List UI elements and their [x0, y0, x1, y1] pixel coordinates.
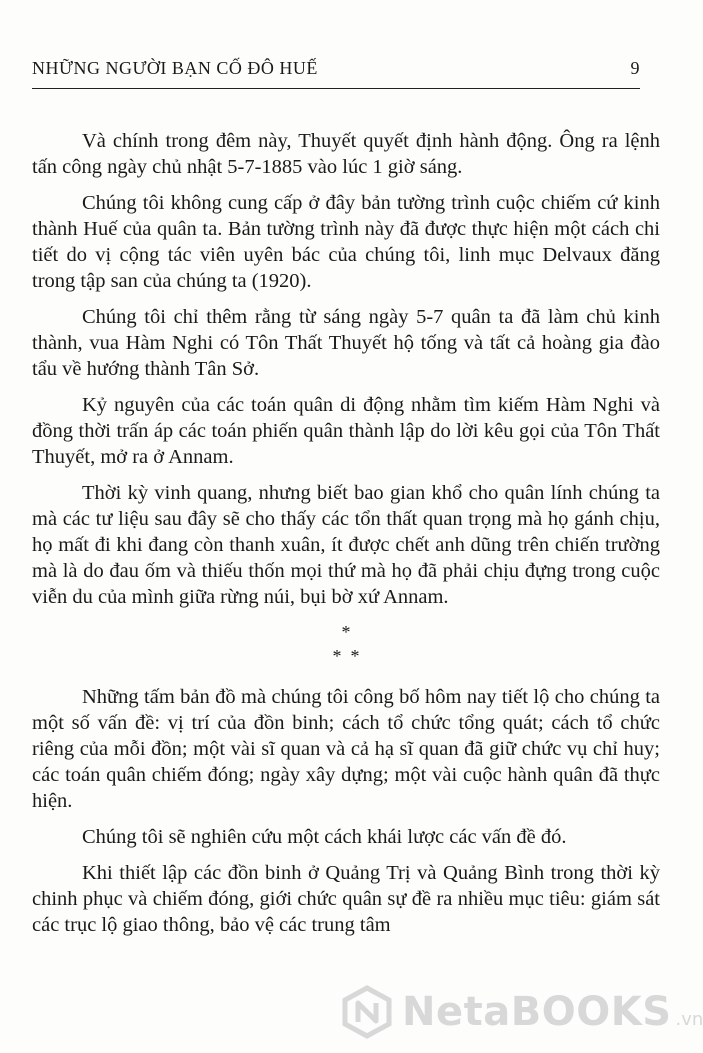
running-header	[32, 58, 640, 79]
netabooks-logo-icon	[340, 985, 394, 1039]
paragraph: Thời kỳ vinh quang, nhưng biết bao gian khổ cho quân lính chúng ta mà các tư liệu sau đây sẽ cho thấy các tổn thất quan trọng mà họ gánh chịu, họ mất đi khi đang còn thanh xuân, ít được chết anh dũng trên chiến trường mà là do đau ốm và thiếu thốn mọi thứ mà họ đã phải chịu đựng trong cuộc viễn du của mình giữa rừng núi, bụi bờ xứ Annam.	[32, 482, 660, 608]
separator-stars-bottom: * *	[332, 646, 360, 666]
page-body	[32, 128, 660, 948]
paragraph: Chúng tôi không cung cấp ở đây bản tường trình cuộc chiếm cứ kinh thành Huế của quân ta. Bản tường trình này đã được thực hiện một cách chi tiết do vị cộng tác viên uyên bác của chúng tôi, linh mục Delvaux đăng trong tập san của chúng ta (1920).	[32, 192, 660, 292]
paragraph: Kỷ nguyên của các toán quân di động nhằm tìm kiếm Hàm Nghi và đồng thời trấn áp các toán phiến quân thành lập do lời kêu gọi của Tôn Thất Thuyết, mở ra ở Annam.	[32, 394, 660, 468]
paragraph: Và chính trong đêm này, Thuyết quyết định hành động. Ông ra lệnh tấn công ngày chủ nhật 5-7-1885 vào lúc 1 giờ sáng.	[32, 130, 660, 178]
running-title: NHỮNG NGƯỜI BẠN CỐ ĐÔ HUẾ	[32, 58, 318, 78]
separator-star-top: *	[341, 622, 351, 642]
section-separator	[32, 620, 660, 668]
watermark-suffix: .vn	[675, 1008, 703, 1030]
paragraph: Chúng tôi chỉ thêm rằng từ sáng ngày 5-7 quân ta đã làm chủ kinh thành, vua Hàm Nghi có Tôn Thất Thuyết hộ tống và tất cả hoàng gia đào tẩu về hướng thành Tân Sở.	[32, 306, 660, 380]
paragraph: Khi thiết lập các đồn binh ở Quảng Trị và Quảng Bình trong thời kỳ chinh phục và chiếm đóng, giới chức quân sự đề ra nhiều mục tiêu: giám sát các trục lộ giao thông, bảo vệ các trung tâm	[32, 862, 660, 936]
paragraph: Chúng tôi sẽ nghiên cứu một cách khái lược các vấn đề đó.	[82, 826, 567, 848]
watermark	[340, 985, 703, 1039]
watermark-text: NetaBOOKS	[402, 989, 672, 1035]
page-number: 9	[630, 58, 640, 78]
header-rule	[32, 88, 640, 89]
paragraph: Những tấm bản đồ mà chúng tôi công bố hôm nay tiết lộ cho chúng ta một số vấn đề: vị trí của đồn binh; cách tổ chức tổng quát; cách tổ chức riêng của mỗi đồn; một vài sĩ quan và cả hạ sĩ quan đã giữ chức vụ chỉ huy; các toán quân chiếm đóng; ngày xây dựng; một vài cuộc hành quân đã thực hiện.	[32, 686, 660, 812]
